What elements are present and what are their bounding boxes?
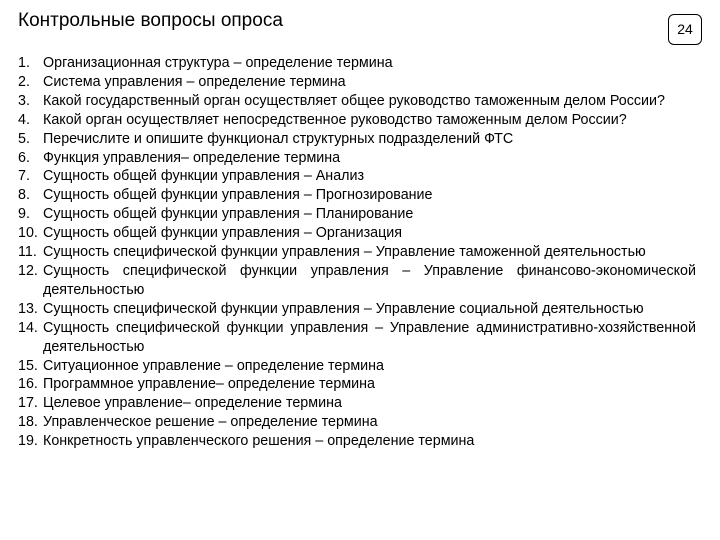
question-number: 3. xyxy=(18,92,30,109)
question-number: 17. xyxy=(18,395,38,412)
question-list xyxy=(18,54,696,451)
question-item xyxy=(18,186,696,205)
slide-title: Контрольные вопросы опроса xyxy=(18,10,283,31)
question-item xyxy=(18,92,696,111)
question-text: Сущность общей функции управления – Планирование xyxy=(43,206,414,223)
question-text: Система управления – определение термина xyxy=(43,73,346,90)
question-number: 18. xyxy=(18,414,38,431)
question-text: Сущность специфической функции управления – Управление административно-хозяйственной деятельностью xyxy=(43,319,696,355)
question-text: Управленческое решение – определение термина xyxy=(43,414,378,431)
question-item xyxy=(18,73,696,92)
question-text: Сущность специфической функции управления – Управление социальной деятельностью xyxy=(43,300,644,317)
question-number: 12. xyxy=(18,262,38,279)
question-item xyxy=(18,357,696,376)
question-text: Целевое управление– определение термина xyxy=(43,395,342,412)
question-item xyxy=(18,375,696,394)
question-number: 6. xyxy=(18,149,30,166)
question-item xyxy=(18,262,696,300)
question-item xyxy=(18,224,696,243)
question-item xyxy=(18,413,696,432)
question-number: 2. xyxy=(18,73,30,90)
question-text: Сущность общей функции управления – Организация xyxy=(43,225,402,242)
question-item xyxy=(18,149,696,168)
question-number: 4. xyxy=(18,111,30,128)
question-item xyxy=(18,319,696,357)
question-number: 11. xyxy=(18,244,37,261)
question-number: 13. xyxy=(18,300,38,317)
question-item xyxy=(18,300,696,319)
question-text: Программное управление– определение термина xyxy=(43,376,375,393)
question-number: 1. xyxy=(18,55,30,71)
question-text: Перечислите и опишите функционал структурных подразделений ФТС xyxy=(43,130,514,147)
question-number: 19. xyxy=(18,433,38,450)
question-text: Сущность общей функции управления – Анализ xyxy=(43,168,365,185)
question-number: 14. xyxy=(18,319,38,336)
question-number: 9. xyxy=(18,206,30,223)
question-item xyxy=(18,130,696,149)
page-number-badge: 24 xyxy=(668,14,702,45)
question-text: Сущность специфической функции управления – Управление таможенной деятельностью xyxy=(43,244,646,261)
question-number: 8. xyxy=(18,187,30,204)
question-item xyxy=(18,243,696,262)
question-text: Конкретность управленческого решения – определение термина xyxy=(43,433,475,450)
question-item xyxy=(18,432,696,451)
question-text: Ситуационное управление – определение термина xyxy=(43,357,384,374)
question-item xyxy=(18,167,696,186)
question-number: 10. xyxy=(18,225,38,242)
question-item xyxy=(18,111,696,130)
question-text: Какой государственный орган осуществляет общее руководство таможенным делом России? xyxy=(43,92,665,109)
question-item xyxy=(18,205,696,224)
question-number: 16. xyxy=(18,376,38,393)
question-text: Сущность общей функции управления – Прогнозирование xyxy=(43,187,433,204)
question-text: Какой орган осуществляет непосредственное руководство таможенным делом России? xyxy=(43,111,627,128)
question-item xyxy=(18,54,696,73)
question-number: 7. xyxy=(18,168,30,185)
question-number: 5. xyxy=(18,130,30,147)
question-text: Сущность специфической функции управления – Управление финансово-экономической деятельностью xyxy=(43,262,696,298)
question-number: 15. xyxy=(18,357,38,374)
question-text: Функция управления– определение термина xyxy=(43,149,341,166)
question-text: Организационная структура – определение термина xyxy=(43,55,393,71)
question-item xyxy=(18,394,696,413)
